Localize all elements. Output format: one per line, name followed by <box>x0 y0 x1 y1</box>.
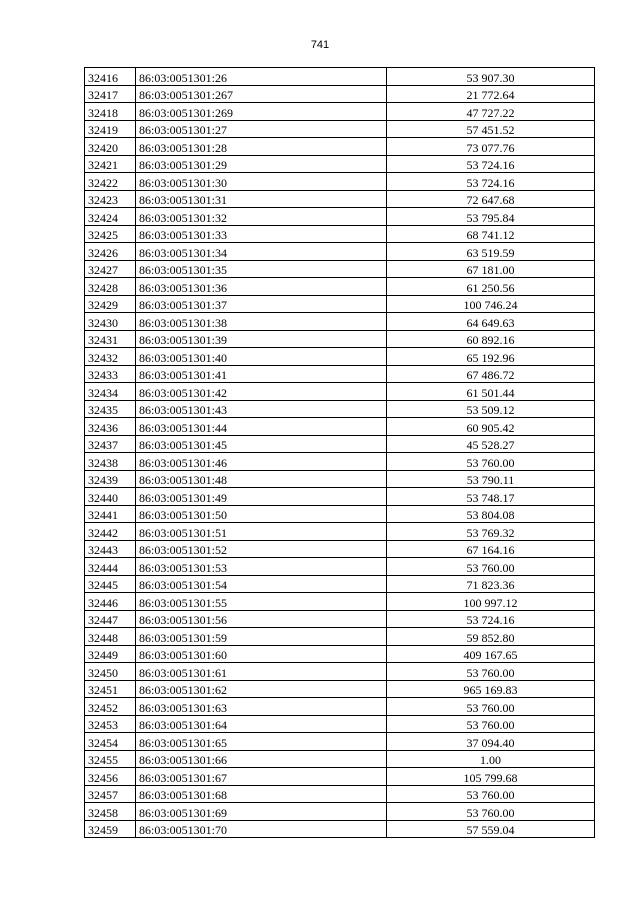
row-number-cell: 32437 <box>85 435 136 453</box>
table-row <box>85 330 595 348</box>
cadastral-value-cell: 53 760.00 <box>387 715 595 733</box>
cadastral-value-cell: 53 724.16 <box>387 610 595 628</box>
row-number-cell: 32439 <box>85 470 136 488</box>
cadastral-number-cell: 86:03:0051301:32 <box>136 208 387 226</box>
table-row <box>85 610 595 628</box>
table-row <box>85 85 595 103</box>
cadastral-value-cell: 21 772.64 <box>387 85 595 103</box>
row-number-cell: 32456 <box>85 768 136 786</box>
cadastral-number-cell: 86:03:0051301:30 <box>136 173 387 191</box>
cadastral-number-cell: 86:03:0051301:59 <box>136 628 387 646</box>
table-row <box>85 260 595 278</box>
cadastral-value-cell: 1.00 <box>387 750 595 768</box>
row-number-cell: 32441 <box>85 505 136 523</box>
row-number-cell: 32446 <box>85 593 136 611</box>
cadastral-number-cell: 86:03:0051301:46 <box>136 453 387 471</box>
cadastral-value-cell: 100 746.24 <box>387 295 595 313</box>
row-number-cell: 32431 <box>85 330 136 348</box>
row-number-cell: 32452 <box>85 698 136 716</box>
row-number-cell: 32432 <box>85 348 136 366</box>
cadastral-value-cell: 965 169.83 <box>387 680 595 698</box>
cadastral-number-cell: 86:03:0051301:36 <box>136 278 387 296</box>
row-number-cell: 32434 <box>85 383 136 401</box>
table-body <box>85 68 595 838</box>
cadastral-value-cell: 67 486.72 <box>387 365 595 383</box>
row-number-cell: 32427 <box>85 260 136 278</box>
table-row <box>85 663 595 681</box>
cadastral-value-cell: 53 748.17 <box>387 488 595 506</box>
table-row <box>85 470 595 488</box>
row-number-cell: 32423 <box>85 190 136 208</box>
cadastral-number-cell: 86:03:0051301:50 <box>136 505 387 523</box>
cadastral-value-cell: 68 741.12 <box>387 225 595 243</box>
cadastral-number-cell: 86:03:0051301:38 <box>136 313 387 331</box>
table-row <box>85 400 595 418</box>
row-number-cell: 32433 <box>85 365 136 383</box>
cadastral-value-cell: 53 724.16 <box>387 173 595 191</box>
cadastral-value-cell: 64 649.63 <box>387 313 595 331</box>
cadastral-value-cell: 53 760.00 <box>387 698 595 716</box>
cadastral-value-cell: 53 760.00 <box>387 453 595 471</box>
table-row <box>85 365 595 383</box>
row-number-cell: 32443 <box>85 540 136 558</box>
cadastral-number-cell: 86:03:0051301:69 <box>136 803 387 821</box>
table-row <box>85 698 595 716</box>
row-number-cell: 32455 <box>85 750 136 768</box>
table-row <box>85 575 595 593</box>
cadastral-value-cell: 57 451.52 <box>387 120 595 138</box>
cadastral-number-cell: 86:03:0051301:31 <box>136 190 387 208</box>
cadastral-number-cell: 86:03:0051301:53 <box>136 558 387 576</box>
table-row <box>85 295 595 313</box>
table-row <box>85 803 595 821</box>
table-row <box>85 103 595 121</box>
cadastral-value-cell: 63 519.59 <box>387 243 595 261</box>
row-number-cell: 32451 <box>85 680 136 698</box>
row-number-cell: 32449 <box>85 645 136 663</box>
table-row <box>85 628 595 646</box>
row-number-cell: 32418 <box>85 103 136 121</box>
cadastral-value-cell: 100 997.12 <box>387 593 595 611</box>
row-number-cell: 32417 <box>85 85 136 103</box>
table-row <box>85 820 595 838</box>
table-row <box>85 733 595 751</box>
cadastral-number-cell: 86:03:0051301:39 <box>136 330 387 348</box>
row-number-cell: 32448 <box>85 628 136 646</box>
row-number-cell: 32435 <box>85 400 136 418</box>
row-number-cell: 32440 <box>85 488 136 506</box>
cadastral-number-cell: 86:03:0051301:44 <box>136 418 387 436</box>
row-number-cell: 32459 <box>85 820 136 838</box>
row-number-cell: 32425 <box>85 225 136 243</box>
table-row <box>85 453 595 471</box>
cadastral-value-cell: 53 509.12 <box>387 400 595 418</box>
cadastral-value-cell: 60 892.16 <box>387 330 595 348</box>
table-row <box>85 593 595 611</box>
cadastral-value-cell: 73 077.76 <box>387 138 595 156</box>
row-number-cell: 32424 <box>85 208 136 226</box>
cadastral-number-cell: 86:03:0051301:33 <box>136 225 387 243</box>
cadastral-value-cell: 53 760.00 <box>387 663 595 681</box>
cadastral-number-cell: 86:03:0051301:64 <box>136 715 387 733</box>
row-number-cell: 32429 <box>85 295 136 313</box>
table-row <box>85 435 595 453</box>
row-number-cell: 32426 <box>85 243 136 261</box>
cadastral-number-cell: 86:03:0051301:48 <box>136 470 387 488</box>
table-row <box>85 505 595 523</box>
cadastral-value-cell: 53 795.84 <box>387 208 595 226</box>
row-number-cell: 32428 <box>85 278 136 296</box>
cadastral-value-cell: 72 647.68 <box>387 190 595 208</box>
table-row <box>85 138 595 156</box>
table-row <box>85 680 595 698</box>
cadastral-number-cell: 86:03:0051301:61 <box>136 663 387 681</box>
cadastral-number-cell: 86:03:0051301:70 <box>136 820 387 838</box>
row-number-cell: 32416 <box>85 68 136 86</box>
row-number-cell: 32438 <box>85 453 136 471</box>
row-number-cell: 32454 <box>85 733 136 751</box>
table-row <box>85 785 595 803</box>
cadastral-number-cell: 86:03:0051301:54 <box>136 575 387 593</box>
cadastral-value-cell: 59 852.80 <box>387 628 595 646</box>
page-number: 741 <box>310 39 330 51</box>
row-number-cell: 32457 <box>85 785 136 803</box>
cadastral-number-cell: 86:03:0051301:35 <box>136 260 387 278</box>
cadastral-value-cell: 53 804.08 <box>387 505 595 523</box>
cadastral-value-cell: 45 528.27 <box>387 435 595 453</box>
cadastral-value-cell: 37 094.40 <box>387 733 595 751</box>
cadastral-value-cell: 60 905.42 <box>387 418 595 436</box>
cadastral-value-cell: 53 760.00 <box>387 803 595 821</box>
cadastral-number-cell: 86:03:0051301:29 <box>136 155 387 173</box>
cadastral-number-cell: 86:03:0051301:65 <box>136 733 387 751</box>
cadastral-number-cell: 86:03:0051301:267 <box>136 85 387 103</box>
cadastral-value-cell: 71 823.36 <box>387 575 595 593</box>
table-row <box>85 243 595 261</box>
row-number-cell: 32444 <box>85 558 136 576</box>
cadastral-value-cell: 53 724.16 <box>387 155 595 173</box>
cadastral-number-cell: 86:03:0051301:34 <box>136 243 387 261</box>
row-number-cell: 32422 <box>85 173 136 191</box>
cadastral-number-cell: 86:03:0051301:269 <box>136 103 387 121</box>
cadastral-number-cell: 86:03:0051301:67 <box>136 768 387 786</box>
table-row <box>85 488 595 506</box>
table-row <box>85 418 595 436</box>
cadastral-number-cell: 86:03:0051301:42 <box>136 383 387 401</box>
cadastral-number-cell: 86:03:0051301:66 <box>136 750 387 768</box>
cadastral-number-cell: 86:03:0051301:40 <box>136 348 387 366</box>
cadastral-value-cell: 53 760.00 <box>387 785 595 803</box>
table-row <box>85 68 595 86</box>
row-number-cell: 32458 <box>85 803 136 821</box>
cadastral-value-cell: 53 769.32 <box>387 523 595 541</box>
cadastral-number-cell: 86:03:0051301:41 <box>136 365 387 383</box>
cadastral-number-cell: 86:03:0051301:63 <box>136 698 387 716</box>
table-row <box>85 348 595 366</box>
row-number-cell: 32442 <box>85 523 136 541</box>
cadastral-number-cell: 86:03:0051301:49 <box>136 488 387 506</box>
cadastral-value-cell: 67 181.00 <box>387 260 595 278</box>
cadastral-value-cell: 53 790.11 <box>387 470 595 488</box>
row-number-cell: 32419 <box>85 120 136 138</box>
row-number-cell: 32420 <box>85 138 136 156</box>
table-row <box>85 540 595 558</box>
cadastral-number-cell: 86:03:0051301:45 <box>136 435 387 453</box>
cadastral-value-cell: 61 501.44 <box>387 383 595 401</box>
cadastral-value-cell: 53 907.30 <box>387 68 595 86</box>
row-number-cell: 32421 <box>85 155 136 173</box>
cadastral-number-cell: 86:03:0051301:28 <box>136 138 387 156</box>
cadastral-number-cell: 86:03:0051301:37 <box>136 295 387 313</box>
cadastral-value-cell: 53 760.00 <box>387 558 595 576</box>
cadastral-number-cell: 86:03:0051301:52 <box>136 540 387 558</box>
cadastral-number-cell: 86:03:0051301:27 <box>136 120 387 138</box>
row-number-cell: 32436 <box>85 418 136 436</box>
cadastral-value-cell: 65 192.96 <box>387 348 595 366</box>
table-row <box>85 120 595 138</box>
table-row <box>85 225 595 243</box>
cadastral-value-cell: 47 727.22 <box>387 103 595 121</box>
row-number-cell: 32445 <box>85 575 136 593</box>
cadastral-number-cell: 86:03:0051301:68 <box>136 785 387 803</box>
table-row <box>85 313 595 331</box>
row-number-cell: 32447 <box>85 610 136 628</box>
cadastral-value-cell: 61 250.56 <box>387 278 595 296</box>
table-row <box>85 173 595 191</box>
row-number-cell: 32450 <box>85 663 136 681</box>
table-row <box>85 750 595 768</box>
cadastral-number-cell: 86:03:0051301:60 <box>136 645 387 663</box>
table-row <box>85 645 595 663</box>
cadastral-number-cell: 86:03:0051301:26 <box>136 68 387 86</box>
cadastral-value-table <box>84 67 595 838</box>
row-number-cell: 32453 <box>85 715 136 733</box>
table-row <box>85 715 595 733</box>
table-row <box>85 523 595 541</box>
cadastral-value-cell: 57 559.04 <box>387 820 595 838</box>
row-number-cell: 32430 <box>85 313 136 331</box>
cadastral-number-cell: 86:03:0051301:51 <box>136 523 387 541</box>
table-row <box>85 278 595 296</box>
cadastral-number-cell: 86:03:0051301:43 <box>136 400 387 418</box>
cadastral-value-cell: 67 164.16 <box>387 540 595 558</box>
table-row <box>85 768 595 786</box>
table-row <box>85 190 595 208</box>
cadastral-number-cell: 86:03:0051301:56 <box>136 610 387 628</box>
cadastral-value-cell: 105 799.68 <box>387 768 595 786</box>
cadastral-number-cell: 86:03:0051301:62 <box>136 680 387 698</box>
cadastral-value-cell: 409 167.65 <box>387 645 595 663</box>
cadastral-number-cell: 86:03:0051301:55 <box>136 593 387 611</box>
table-row <box>85 155 595 173</box>
table-row <box>85 383 595 401</box>
table-row <box>85 208 595 226</box>
table-row <box>85 558 595 576</box>
